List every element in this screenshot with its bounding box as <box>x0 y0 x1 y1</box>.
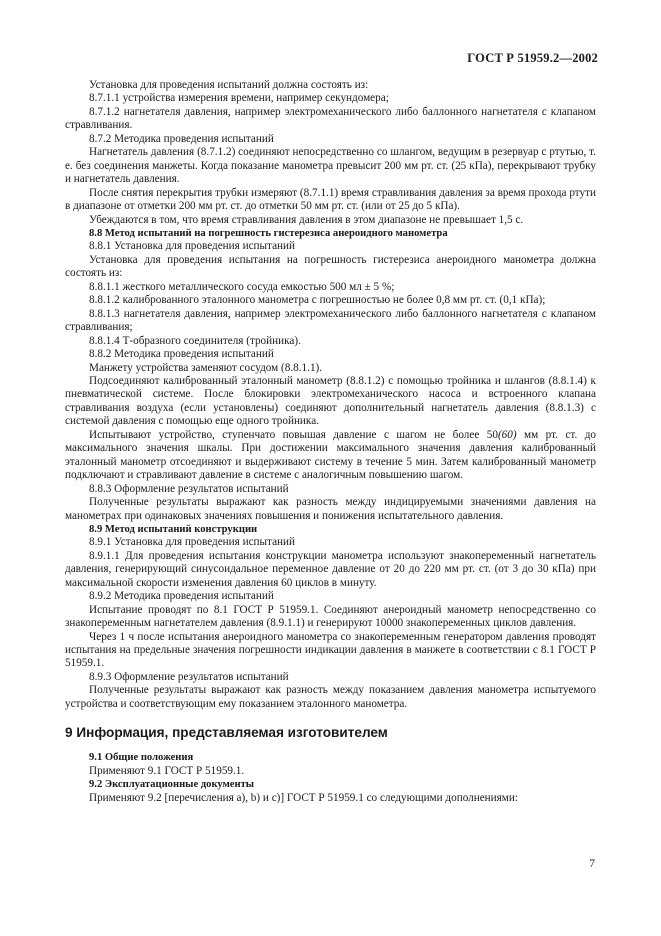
paragraph: 8.8.1.4 Т-образного соединителя (тройника). <box>89 334 301 347</box>
section-heading-8-9: 8.9 Метод испытаний конструкции <box>89 523 258 535</box>
section-heading-9-1: 9.1 Общие положения <box>89 752 194 764</box>
paragraph: 8.9.1.1 Для проведения испытания конструкции манометра используют знакопеременный нагнетатель давления, генерирующий синусоидальное переменное давление от 20 до 220 мм рт. ст. (от 3 до 30 кПа) при максимальной скорости изменения давления 60 циклов в минуту. <box>65 549 596 589</box>
paragraph: Убеждаются в том, что время стравливания давления в этом диапазоне не превышает 1,5 с. <box>89 213 524 226</box>
paragraph: Через 1 ч после испытания анероидного манометра со знакопеременным генератором давления проводят испытания на предельные значения погрешности индикации давления в манжете в соответствии с 8.1 ГОСТ Р 51959.1. <box>65 630 596 670</box>
section-heading-9-2: 9.2 Эксплуатационные документы <box>89 779 255 791</box>
subsection-heading: 8.7.2 Методика проведения испытаний <box>89 132 274 145</box>
paragraph: 8.8.1.2 калиброванного эталонного манометра с погрешностью не более 0,8 мм рт. ст. (0,1 кПа); <box>89 294 546 307</box>
italic-value: (60) <box>497 428 517 441</box>
subsection-heading: 8.8.2 Методика проведения испытаний <box>89 348 274 361</box>
subsection-heading: 8.9.2 Методика проведения испытаний <box>89 590 274 603</box>
paragraph: Применяют 9.2 [перечисления a), b) и c)] ГОСТ Р 51959.1 со следующими дополнениями: <box>89 791 518 804</box>
paragraph: Применяют 9.1 ГОСТ Р 51959.1. <box>89 764 245 777</box>
paragraph-text: Испытывают устройство, ступенчато повышая давление с шагом не более 50 <box>89 428 498 441</box>
subsection-heading: 8.8.1 Установка для проведения испытаний <box>89 240 296 253</box>
paragraph: 8.7.1.1 устройства измерения времени, например секундомера; <box>89 92 389 105</box>
paragraph: 8.8.1.3 нагнетателя давления, например электромеханического либо баллонного нагнетателя с клапаном стравливания; <box>65 307 596 334</box>
subsection-heading: 8.8.3 Оформление результатов испытаний <box>89 482 289 495</box>
paragraph: Подсоединяют калиброванный эталонный манометр (8.8.1.2) с помощью тройника и шлангов (8.8.1.4) к пневматической системе. После блокировки электромеханического насоса и встроенного клапана стравливания воздуха (если установлены) соединяют дополнительный нагнетатель давления (8.8.1.3) с системой давления с помощью еще одного тройника. <box>65 374 596 428</box>
paragraph: Испытание проводят по 8.1 ГОСТ Р 51959.1. Соединяют анероидный манометр непосредственно со знакопеременным нагнетателем давления (8.9.1.1) и генерируют 10000 знакопеременных циклов давления. <box>65 603 596 630</box>
paragraph-text: мм рт. ст. до максимального значения шкалы. При достижении максимального значения давления калиброванный эталонный манометр отсоединяют и выдерживают систему в течение 5 мин. Затем калиброванный манометр подключают и стравливают давление в системе с аналогичным повышению шагом. <box>65 428 596 482</box>
paragraph: Полученные результаты выражают как разность между показанием давления манометра испытуемого устройства и соответствующим ему показанием эталонного манометра. <box>65 684 596 710</box>
section-title-9: 9 Информация, представляемая изготовителем <box>65 725 388 741</box>
section-heading-8-8: 8.8 Метод испытаний на погрешность гистерезиса анероидного манометра <box>89 227 448 239</box>
document-header: ГОСТ Р 51959.2—2002 <box>467 51 598 65</box>
subsection-heading: 8.9.1 Установка для проведения испытаний <box>89 536 296 549</box>
paragraph: После снятия перекрытия трубки измеряют (8.7.1.1) время стравливания давления за время прохода ртути в диапазоне от отметки 200 мм рт. ст. до отметки 50 мм рт. ст. (или от 25 до 5 кПа). <box>65 186 596 213</box>
document-body <box>65 79 596 805</box>
paragraph: Нагнетатель давления (8.7.1.2) соединяют непосредственно со шлангом, ведущим в резервуар с ртутью, т. е. без соединения манжеты. Когда показание манометра превысит 200 мм рт. ст. (25 кПа), перекрывают трубку и нагнетатель давления. <box>65 146 596 186</box>
page-number: 7 <box>589 858 595 870</box>
paragraph: Установка для проведения испытаний должна состоять из: <box>89 79 369 91</box>
paragraph: Манжету устройства заменяют сосудом (8.8.1.1). <box>89 361 323 374</box>
paragraph <box>65 429 596 483</box>
subsection-heading: 8.9.3 Оформление результатов испытаний <box>89 670 289 683</box>
paragraph: Полученные результаты выражают как разность между индицируемыми значениями давления на манометрах при одинаковых значениях повышения и понижения испытательного давления. <box>65 496 596 522</box>
paragraph: 8.7.1.2 нагнетателя давления, например электромеханического либо баллонного нагнетателя с клапаном стравливания. <box>65 105 596 132</box>
paragraph: Установка для проведения испытания на погрешность гистерезиса анероидного манометра должна состоять из: <box>65 253 596 280</box>
paragraph: 8.8.1.1 жесткого металлического сосуда емкостью 500 мл ± 5 %; <box>89 280 395 293</box>
